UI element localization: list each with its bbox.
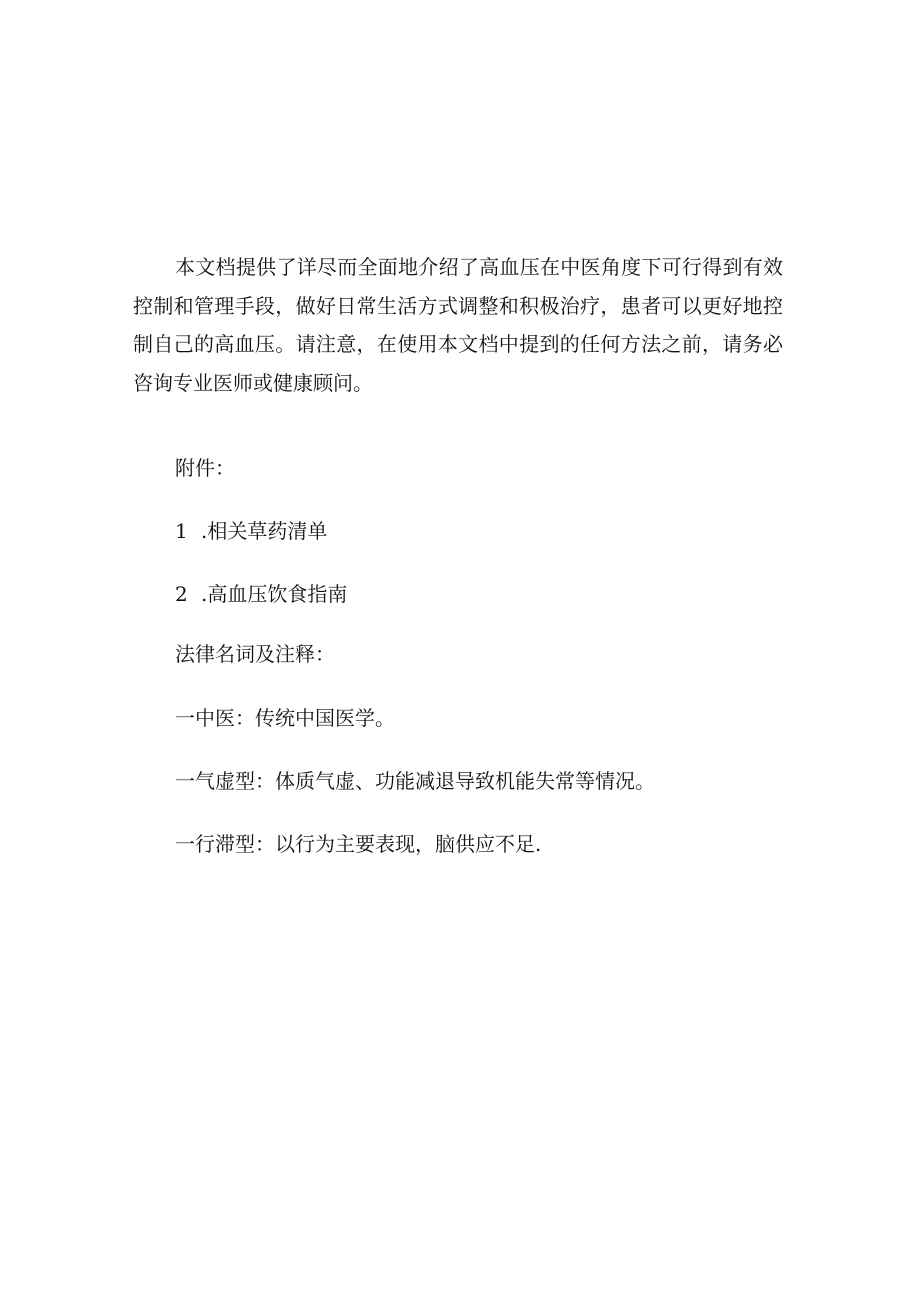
attachment-text: .高血压饮食指南 <box>201 582 348 606</box>
glossary-heading: 法律名词及注释： <box>175 642 335 666</box>
attachment-number: 1 <box>175 519 188 543</box>
attachment-item-2 <box>175 580 347 608</box>
glossary-item-qi-deficiency: 一气虚型：体质气虚、功能减退导致机能失常等情况。 <box>175 769 655 793</box>
intro-paragraph: 本文档提供了详尽而全面地介绍了高血压在中医角度下可行得到有效控制和管理手段，做好日常生活方式调整和积极治疗，患者可以更好地控制自己的高血压。请注意，在使用本文档中提到的任何方法之前，请务必咨询专业医师或健康顾问。 <box>133 255 783 395</box>
attachment-item-1 <box>175 517 327 545</box>
attachment-number: 2 <box>175 582 188 606</box>
glossary-item-tcm: 一中医：传统中国医学。 <box>175 706 395 730</box>
glossary-item-stagnation: 一行滞型：以行为主要表现，脑供应不足. <box>175 832 542 856</box>
attachment-text: .相关草药清单 <box>201 519 328 543</box>
attachments-heading: 附件： <box>175 456 235 480</box>
